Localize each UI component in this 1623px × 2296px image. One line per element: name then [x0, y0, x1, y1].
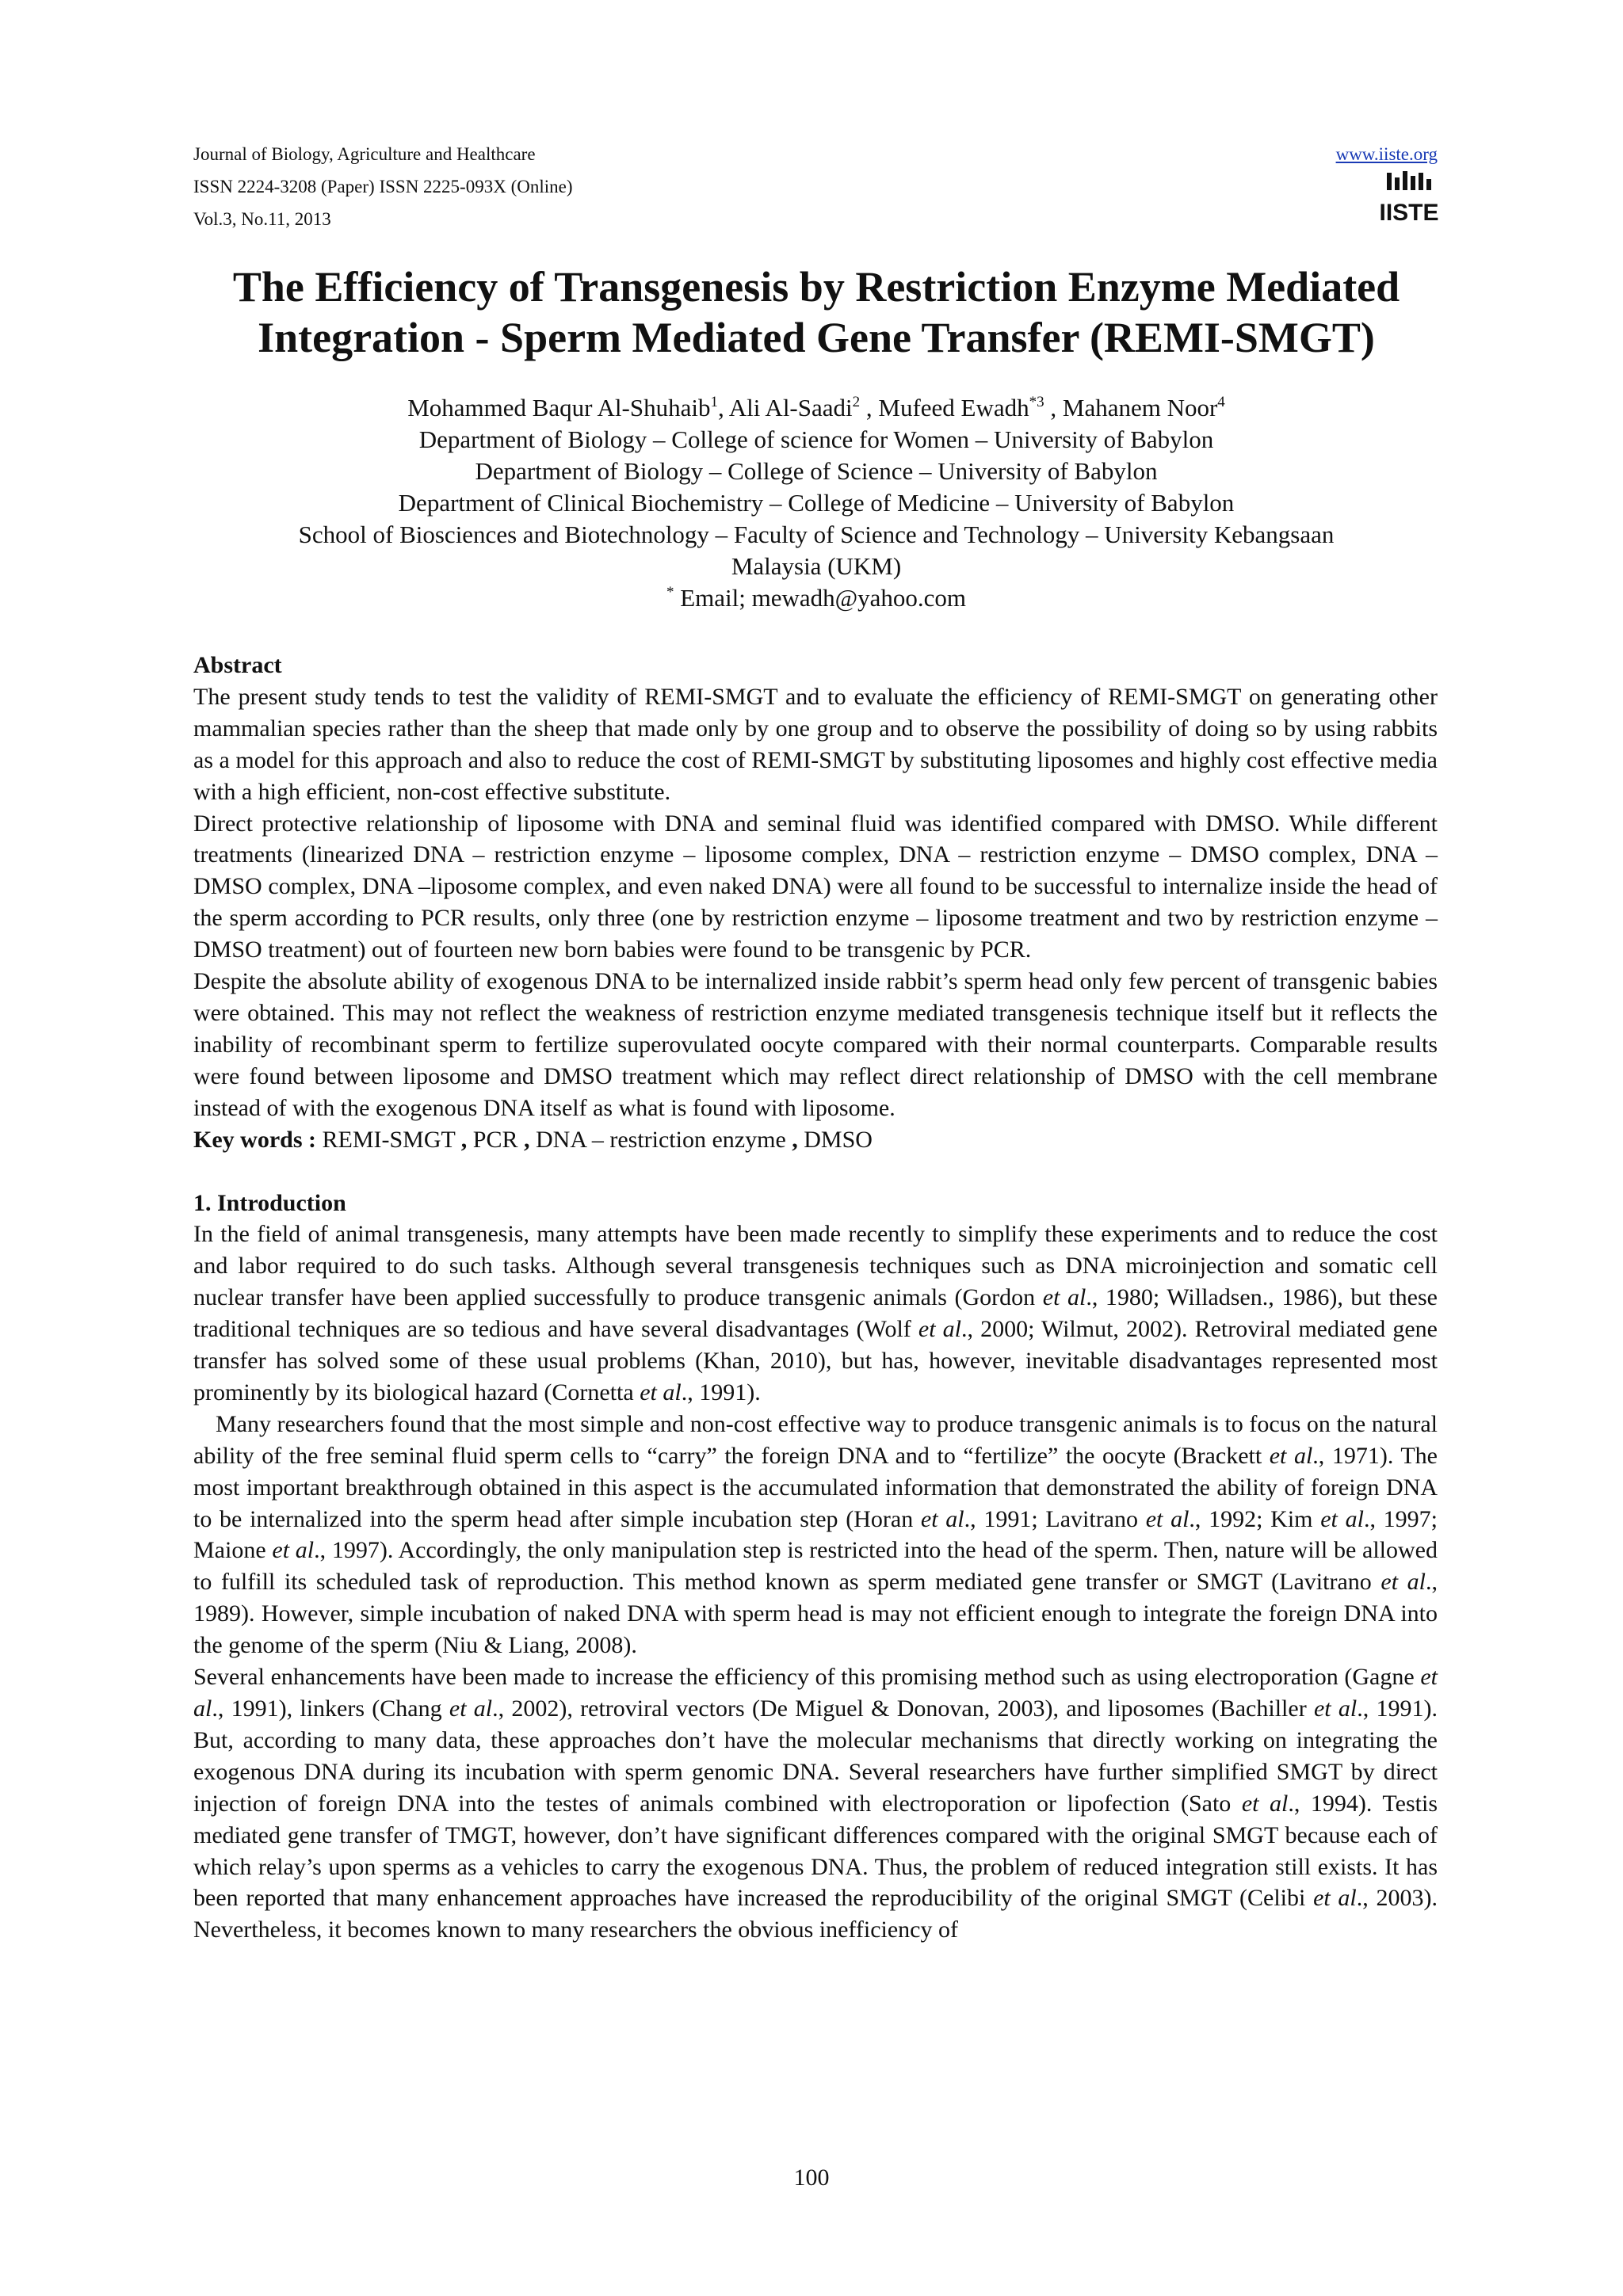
- intro-paragraph-1: In the field of animal transgenesis, many attempts have been made recently to simplify these experiments and to reduce the cost and labor required to do such tasks. Although several transgenesis techniques such as DNA microinjection and somatic cell nuclear transfer have been applied successfully to produce transgenic animals (Gordon et al., 1980; Willadsen., 1986), but these traditional techniques are so tedious and have several disadvantages (Wolf et al., 2000; Wilmut, 2002). Retroviral mediated gene transfer has solved some of these usual problems (Khan, 2010), but has, however, inevitable disadvantages represented most prominently by its biological hazard (Cornetta et al., 1991).: [193, 1221, 1438, 1405]
- abstract-paragraph-3: Despite the absolute ability of exogenous DNA to be internalized inside rabbit’s sperm head only few percent of transgenic babies were obtained. This may not reflect the weakness of restriction enzyme mediated transgenesis technique itself but it reflects the inability of recombinant sperm to fertilize superovulated oocyte compared with their normal counterparts. Comparable results were found between liposome and DMSO treatment which may reflect direct relationship of DMSO with the cell membrane instead of with the exogenous DNA itself as what is found with liposome.: [193, 968, 1438, 1121]
- title-line-2: Integration - Sperm Mediated Gene Transfer (REMI-SMGT): [258, 314, 1375, 361]
- intro-paragraph-2: Many researchers found that the most simple and non-cost effective way to produce transgenic animals is to focus on the natural ability of the free seminal fluid sperm cells to “carry” the foreign DNA and to “fertilize” the oocyte (Brackett et al., 1971). The most important breakthrough obtained in this aspect is the accumulated information that demonstrated the ability of foreign DNA to be internalized into the sperm head after simple incubation step (Horan et al., 1991; Lavitrano et al., 1992; Kim et al., 1997; Maione et al., 1997). Accordingly, the only manipulation step is restricted into the head of the sperm. Then, nature will be allowed to fulfill its scheduled task of reproduction. This method known as sperm mediated gene transfer or SMGT (Lavitrano et al., 1989). However, simple incubation of naked DNA with sperm head is may not efficient enough to integrate the foreign DNA into the genome of the sperm (Niu & Liang, 2008).: [193, 1410, 1438, 1659]
- abstract-heading: Abstract: [193, 652, 282, 678]
- author-block: [143, 392, 1490, 614]
- intro-paragraph-3: Several enhancements have been made to increase the efficiency of this promising method such as using electroporation (Gagne et al., 1991), linkers (Chang et al., 2002), retroviral vectors (De Miguel & Donovan, 2003), and liposomes (Bachiller et al., 1991). But, according to many data, these approaches don’t have the molecular mechanisms that directly working on integrating the exogenous DNA during its incubation with sperm genomic DNA. Several researchers have further simplified SMGT by direct injection of foreign DNA into the testes of animals combined with electroporation or lipofection (Sato et al., 1994). Testis mediated gene transfer of TMGT, however, don’t have significant differences compared with the original SMGT because each of which relay’s upon sperms as a vehicles to carry the exogenous DNA. Thus, the problem of reduced integration still exists. It has been reported that many enhancement approaches have increased the reproducibility of the original SMGT (Celibi et al., 2003). Nevertheless, it becomes known to many researchers the obvious inefficiency of: [193, 1664, 1438, 1943]
- corresponding-email: * Email; mewadh@yahoo.com: [666, 584, 967, 612]
- abstract-paragraph-1: The present study tends to test the validity of REMI-SMGT and to evaluate the efficiency of REMI-SMGT on generating other mammalian species rather than the sheep that made only by one group and to observe the possibility of doing so by using rabbits as a model for this approach and also to reduce the cost of REMI-SMGT by substituting liposomes and highly cost effective media with a high efficient, non-cost effective substitute.: [193, 683, 1438, 805]
- paper-title: [143, 261, 1490, 363]
- title-line-1: The Efficiency of Transgenesis by Restriction Enzyme Mediated: [232, 263, 1400, 311]
- author-line: Mohammed Baqur Al-Shuhaib$^1$, Ali Al-Saadi$^2$ , Mufeed Ewadh$^{*3}$ , Mahanem Noor$^4$: [407, 394, 1225, 421]
- journal-issn: ISSN 2224-3208 (Paper) ISSN 2225-093X (Online): [193, 177, 573, 196]
- abstract-paragraph-2: Direct protective relationship of liposome with DNA and seminal fluid was identified compared with DMSO. While different treatments (linearized DNA – restriction enzyme – liposome complex, DNA – restriction enzyme – DMSO complex, DNA –DMSO complex, DNA –liposome complex, and even naked DNA) were all found to be successful to internalize inside the head of the sperm according to PCR results, only three (one by restriction enzyme – liposome treatment and two by restriction enzyme – DMSO treatment) out of fourteen new born babies were found to be transgenic by PCR.: [193, 810, 1438, 963]
- iiste-logo: [1379, 170, 1439, 227]
- page-number: 100: [793, 2164, 830, 2191]
- journal-name: Journal of Biology, Agriculture and Healthcare: [193, 144, 536, 164]
- affiliation-4-cont: Malaysia (UKM): [731, 552, 902, 580]
- affiliation-3: Department of Clinical Biochemistry – College of Medicine – University of Babylon: [398, 489, 1235, 517]
- journal-url-link[interactable]: www.iiste.org: [1335, 144, 1438, 164]
- svg-text:IISTE: IISTE: [1379, 200, 1439, 226]
- keywords-line: Key words : REMI-SMGT , PCR , DNA – restriction enzyme , DMSO: [193, 1126, 873, 1153]
- affiliation-1: Department of Biology – College of science for Women – University of Babylon: [418, 425, 1214, 453]
- affiliation-4: School of Biosciences and Biotechnology – Faculty of Science and Technology – University Kebangsaan: [298, 521, 1335, 548]
- introduction-heading: 1. Introduction: [193, 1189, 346, 1216]
- affiliation-2: Department of Biology – College of Science – University of Babylon: [475, 457, 1158, 485]
- journal-header: [193, 138, 1438, 235]
- journal-volume: Vol.3, No.11, 2013: [193, 209, 331, 229]
- paper-body: [193, 650, 1438, 1946]
